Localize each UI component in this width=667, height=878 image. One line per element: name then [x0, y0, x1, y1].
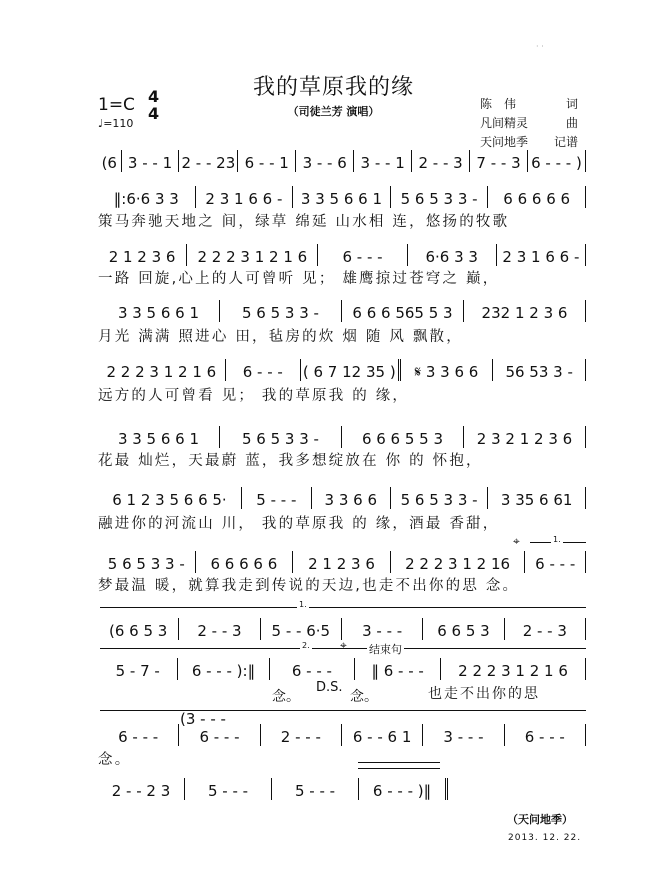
measure: (6 6 5 3 — [98, 618, 179, 640]
date: 2013. 12. 22. — [508, 833, 582, 843]
measure: 6 6 5 3 — [423, 618, 504, 640]
performer-subtitle: （司徒兰芳 演唱） — [287, 105, 380, 118]
lyrics-line-3: 月光 满满 照进心 田，毡房的炊 烟 随 风 飘散， — [98, 329, 463, 345]
measure: ‖:6·6 3 3 — [98, 186, 196, 208]
measure: 2 1 2 3 6 — [98, 244, 187, 266]
score-row-intro — [98, 146, 586, 172]
song-title: 我的草原我的缘 — [252, 75, 414, 100]
measure: 5 6 5 3 3 - — [391, 487, 489, 509]
measure: 5 6 5 3 3 - — [220, 426, 342, 448]
arranger-signature: （天问地季） — [507, 813, 573, 826]
time-signature — [148, 88, 159, 122]
score-row-8 — [98, 614, 586, 640]
score-row-9 — [98, 654, 586, 680]
measure: 3 3 5 6 6 1 — [98, 426, 220, 448]
credit-lyricist: 陈 伟 词 — [480, 97, 578, 111]
system-divider — [100, 710, 586, 711]
lyric-fragment: 也走不出你的思 — [428, 686, 540, 702]
measure: 5 - - 6·5 — [261, 618, 342, 640]
volta-label-2: 2. — [302, 641, 310, 650]
coda-icon-2: ⌖ — [340, 638, 347, 652]
measure: 6 - - - — [179, 724, 260, 746]
corner-mark: · · — [536, 42, 544, 51]
measure: 6 - - - ) — [528, 150, 586, 172]
measure: 3 - - 1 — [122, 150, 180, 172]
decrescendo-line-top — [358, 762, 440, 763]
measure: 5 6 5 3 3 - — [220, 300, 342, 322]
measure: 6·6 3 3 — [408, 244, 497, 266]
volta-label-1: 1. — [553, 535, 561, 544]
volta-label-interlude: 1. — [299, 600, 307, 609]
measure: 2 - - 3 — [412, 150, 470, 172]
measure: (6 — [98, 150, 122, 172]
credit-composer: 凡间精灵 曲 — [480, 116, 578, 130]
lyric-fragment: 念。 — [272, 689, 300, 705]
measure: 5 6 5 3 3 - — [98, 551, 196, 573]
measure: 2 - - - — [261, 724, 342, 746]
time-signature-top: 4 — [148, 87, 160, 106]
measure: 5 - - - — [242, 487, 312, 509]
measure: 6 - - - — [270, 658, 356, 680]
measure: ‖ 6 - - - — [355, 658, 441, 680]
measure: 6 6 6 6 6 — [196, 551, 294, 573]
score-row-1 — [98, 182, 586, 208]
measure: 2 - - 3 — [179, 618, 260, 640]
measure: 3 - - - — [423, 724, 504, 746]
measure: 6 - - - — [98, 724, 179, 746]
measure: 2 2 2 3 1 2 16 — [391, 551, 526, 573]
measure: 6 - - 1 — [238, 150, 296, 172]
measure: 2 2 2 3 1 2 1 6 — [187, 244, 318, 266]
measure: 3 3 5 6 6 1 — [98, 300, 220, 322]
measure: 6 - - - ):‖ — [178, 658, 269, 680]
measure: 2 - - 2 3 — [98, 778, 185, 800]
volta-bracket-interlude — [100, 607, 586, 608]
score-row-10 — [98, 720, 586, 746]
measure: 6 1 2 3 5 6 6 5· — [98, 487, 242, 509]
time-signature-bottom: 4 — [148, 104, 160, 123]
score-row-4 — [98, 355, 586, 381]
measure: 5 - - - — [185, 778, 272, 800]
measure: 6 6 6 6 6 — [488, 186, 586, 208]
overlay-notes: (3 - - - — [180, 710, 226, 728]
measure: 3 - - - — [342, 618, 423, 640]
measure: 2 3 1 6 6 - — [497, 244, 586, 266]
measure: 56 53 3 - — [493, 359, 586, 381]
measure: 6 - - - — [505, 724, 586, 746]
lyric-fragment: 念。 — [350, 689, 378, 705]
score-row-5 — [98, 422, 586, 448]
measure: 7 - - 3 — [470, 150, 528, 172]
decrescendo-line-bottom — [358, 768, 440, 769]
lyrics-line-4: 远方的人可曾看 见； 我的草原我 的 缘， — [98, 388, 410, 404]
measure: 3 3 6 6 — [312, 487, 391, 509]
score-row-11 — [98, 774, 448, 800]
credit-transcriber: 天问地季 记谱 — [480, 135, 578, 149]
measure-segno: 𝄋 3 3 6 6 — [401, 359, 494, 381]
measure: 6 6 6 565 5 3 — [342, 300, 464, 322]
measure: 6 - - - — [318, 244, 407, 266]
score-row-6 — [98, 483, 586, 509]
measure: 3 - - 1 — [354, 150, 412, 172]
measure-fermata: 6 - - - )‖ — [359, 778, 448, 800]
measure: 2 2 2 3 1 2 1 6 — [98, 359, 226, 381]
measure: 3 35 6 61 — [488, 487, 586, 509]
ds-marking: D.S. — [316, 680, 343, 695]
measure: 5 - 7 - — [98, 658, 178, 680]
measure: 6 - - - — [525, 551, 586, 573]
measure: ( 6 7 12 35 ) — [301, 359, 401, 381]
measure: 2 1 2 3 6 — [293, 551, 391, 573]
lyrics-line-5: 花最 灿烂，天最蔚 蓝，我多想绽放在 你 的 怀抱， — [98, 453, 483, 469]
measure: 232 1 2 3 6 — [464, 300, 586, 322]
measure: 5 6 5 3 3 - — [391, 186, 489, 208]
measure: 5 - - - — [272, 778, 359, 800]
measure: 2 3 2 1 2 3 6 — [464, 426, 586, 448]
lyrics-line-7: 梦最温 暖，就算我走到传说的天边,也走不出你的思 念。 — [98, 578, 520, 594]
measure: 2 - - 3 — [505, 618, 586, 640]
measure: 3 3 5 6 6 1 — [293, 186, 391, 208]
score-row-3 — [98, 296, 586, 322]
measure: 6 6 6 5 5 3 — [342, 426, 464, 448]
key-signature: 1=C — [98, 95, 135, 115]
lyrics-line-2: 一路 回旋,心上的人可曾听 见； 雄鹰掠过苍穹之 巅， — [98, 271, 500, 287]
lyrics-line-10: 念。 — [98, 752, 132, 768]
tempo-marking: ♩=110 — [98, 117, 134, 130]
measure: 2 - - 23 — [179, 150, 238, 172]
score-row-2 — [98, 240, 586, 266]
measure: 3 - - 6 — [296, 150, 354, 172]
measure: 6 - - - — [226, 359, 301, 381]
measure: 2 2 2 3 1 2 1 6 — [441, 658, 586, 680]
measure: 6 - - 6 1 — [342, 724, 423, 746]
score-row-7 — [98, 547, 586, 573]
lyrics-line-6: 融进你的河流山 川， 我的草原我 的 缘，酒最 香甜， — [98, 516, 500, 532]
ending-label: 结束句 — [369, 643, 402, 656]
measure: 2 3 1 6 6 - — [196, 186, 294, 208]
coda-icon: ⌖ — [513, 534, 520, 548]
lyrics-line-1: 策马奔驰天地之 间，绿草 绵延 山水相 连，悠扬的牧歌 — [98, 214, 510, 230]
credits — [480, 95, 578, 152]
